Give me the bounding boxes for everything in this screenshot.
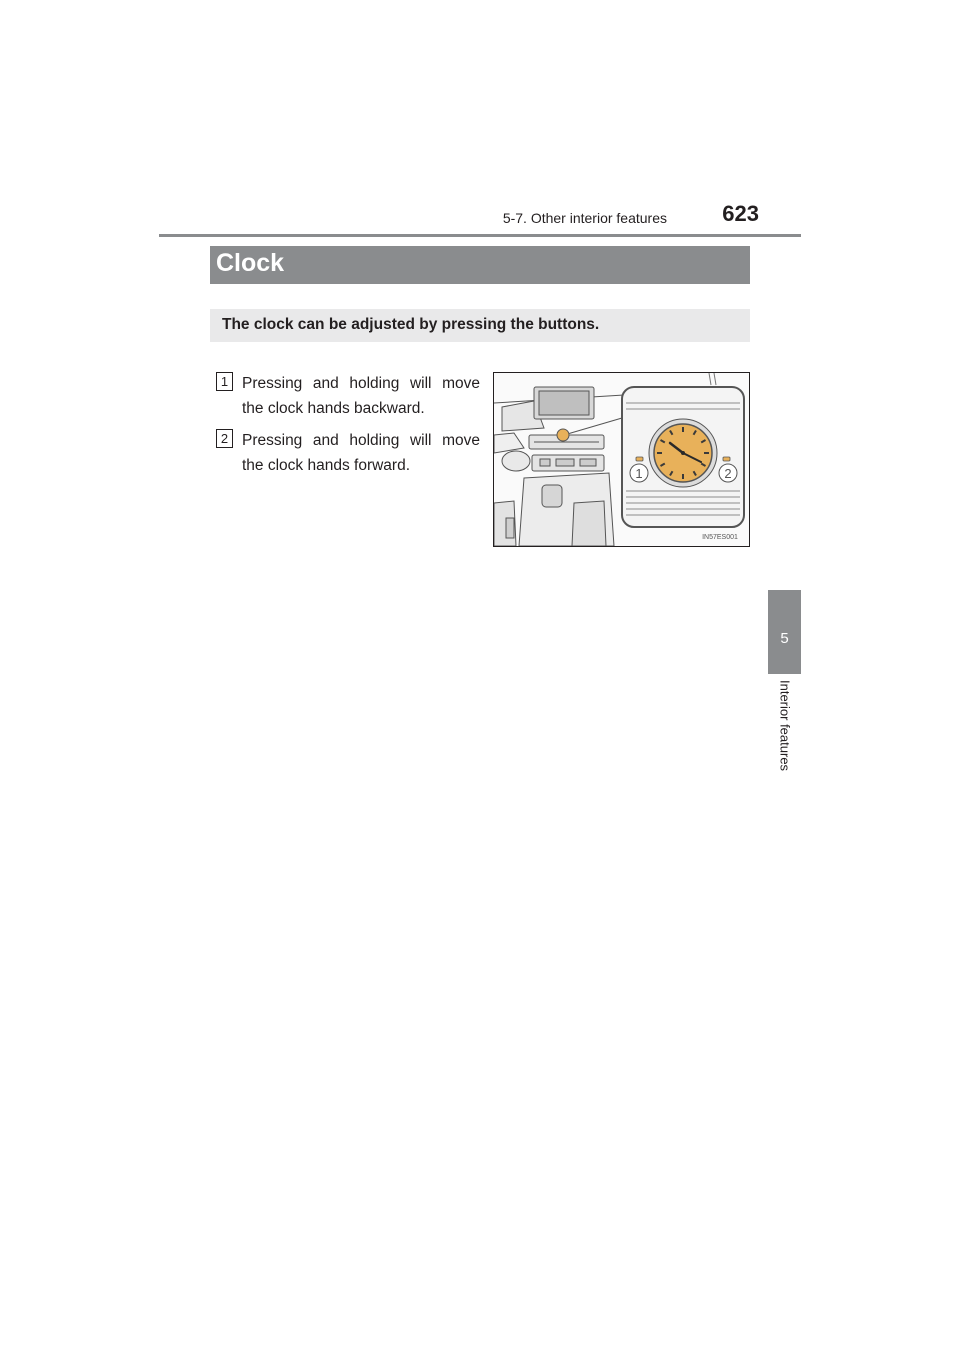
callout-2: 2 [724,466,732,481]
page-header [159,196,801,237]
chapter-title: Interior features [777,680,793,772]
step-text: Pressing and holding will move the clock hands backward. [242,375,480,417]
section-heading [210,246,750,284]
chapter-tab [768,590,801,674]
chapter-title-vertical [770,680,800,790]
dashboard-drawing [494,373,749,546]
heading-text: Clock [216,249,285,277]
step-number: 1 [216,372,233,391]
intro-box [210,309,750,342]
section-title: 5-7. Other interior features [502,210,667,226]
chapter-number: 5 [780,630,789,647]
figure-code: IN57ES001 [702,534,738,541]
intro-text: The clock can be adjusted by pressing the buttons. [222,316,600,333]
step-number: 2 [216,429,233,448]
clock-illustration [493,372,750,547]
page-number: 623 [722,201,759,226]
step-text: Pressing and holding will move the clock hands forward. [242,432,480,474]
callout-1: 1 [635,466,643,481]
